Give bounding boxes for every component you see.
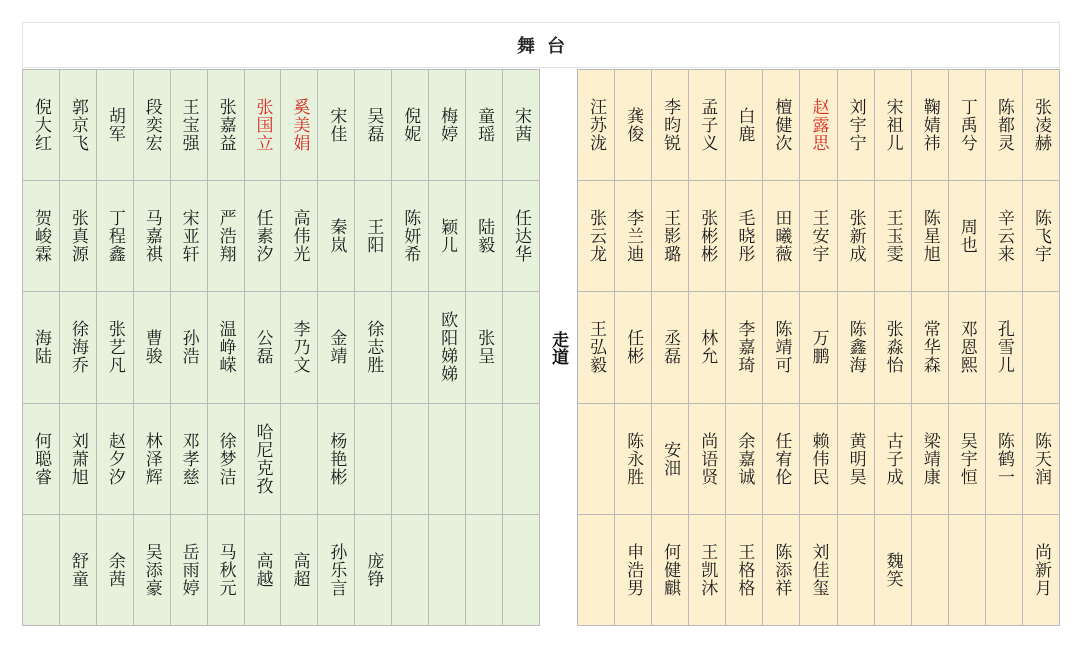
seat-cell — [578, 181, 615, 292]
seat-cell — [800, 404, 837, 515]
seat-name: 王弘毅 — [586, 320, 607, 375]
seat-cell — [208, 292, 245, 403]
seat-cell — [281, 70, 318, 181]
seat-cell — [875, 292, 912, 403]
seat-cell — [392, 515, 429, 626]
seat-cell — [689, 515, 726, 626]
seat-cell — [838, 404, 875, 515]
seat-cell — [615, 404, 652, 515]
seat-cell — [97, 515, 134, 626]
seat-cell — [60, 70, 97, 181]
seat-cell — [208, 181, 245, 292]
aisle — [540, 69, 577, 626]
seat-cell — [171, 404, 208, 515]
seat-cell — [912, 70, 949, 181]
seat-cell — [97, 181, 134, 292]
seat-name: 高越 — [252, 551, 273, 588]
seat-name: 檀健次 — [771, 98, 792, 153]
seat-cell — [23, 404, 60, 515]
seat-name: 邓孝慈 — [178, 431, 199, 486]
seat-cell — [171, 181, 208, 292]
seat-cell — [986, 181, 1023, 292]
seat-cell — [318, 404, 355, 515]
seat-name: 吴宇恒 — [956, 431, 977, 486]
seat-name: 倪妮 — [400, 107, 421, 144]
seat-cell — [949, 404, 986, 515]
seat-name: 陆毅 — [474, 218, 495, 255]
seat-name: 尚语贤 — [697, 431, 718, 486]
seat-name: 陈星旭 — [919, 209, 940, 264]
seat-name: 杨艳彬 — [326, 431, 347, 486]
seat-name: 马嘉祺 — [141, 209, 162, 264]
seat-name: 黄明昊 — [845, 431, 866, 486]
seat-cell — [503, 404, 540, 515]
seat-cell — [392, 404, 429, 515]
seat-name: 陈添祥 — [771, 542, 792, 597]
seat-name: 周也 — [956, 218, 977, 255]
seat-name: 段奕宏 — [141, 98, 162, 153]
seat-name: 张呈 — [474, 329, 495, 366]
seat-cell — [875, 70, 912, 181]
seat-cell — [466, 181, 503, 292]
seat-cell — [875, 515, 912, 626]
seat-cell — [392, 292, 429, 403]
seat-name: 金靖 — [326, 329, 347, 366]
seat-name: 丁禹兮 — [956, 98, 977, 153]
seat-cell — [208, 70, 245, 181]
seat-name: 张嘉益 — [215, 98, 236, 153]
seat-cell — [578, 70, 615, 181]
seat-cell — [60, 181, 97, 292]
seat-cell — [800, 515, 837, 626]
seat-name: 欧阳娣娣 — [437, 311, 458, 384]
seat-name: 张淼怡 — [882, 320, 903, 375]
seat-name: 郭京飞 — [67, 98, 88, 153]
stage-header — [22, 22, 1060, 68]
seat-cell — [392, 181, 429, 292]
seat-cell — [503, 515, 540, 626]
seat-name: 常华森 — [919, 320, 940, 375]
seat-cell — [503, 292, 540, 403]
seat-cell — [208, 515, 245, 626]
seat-cell — [949, 292, 986, 403]
seat-cell — [281, 515, 318, 626]
seat-cell — [60, 404, 97, 515]
seat-cell — [912, 181, 949, 292]
seat-cell — [1023, 404, 1060, 515]
seat-cell — [652, 70, 689, 181]
seat-name: 古子成 — [882, 431, 903, 486]
seat-name: 刘萧旭 — [67, 431, 88, 486]
seat-name: 舒童 — [67, 551, 88, 588]
seat-name: 申浩男 — [623, 542, 644, 597]
seat-cell — [134, 70, 171, 181]
left-seating-section — [22, 69, 540, 626]
seat-cell — [429, 515, 466, 626]
seat-cell — [97, 292, 134, 403]
seat-name: 奚美娟 — [289, 98, 310, 153]
seat-cell — [245, 404, 282, 515]
seat-name: 张云龙 — [586, 209, 607, 264]
seat-name: 倪大红 — [30, 98, 51, 153]
seat-name: 张彬彬 — [697, 209, 718, 264]
seat-cell — [355, 404, 392, 515]
seat-cell — [949, 70, 986, 181]
seat-name: 王玉雯 — [882, 209, 903, 264]
seat-cell — [23, 181, 60, 292]
seat-cell — [466, 70, 503, 181]
seat-name: 陈鑫海 — [845, 320, 866, 375]
seat-name: 白鹿 — [734, 107, 755, 144]
right-seating-section — [577, 69, 1060, 626]
seat-cell — [726, 404, 763, 515]
seat-name: 岳雨婷 — [178, 542, 199, 597]
seat-name: 李兰迪 — [623, 209, 644, 264]
seat-cell — [1023, 181, 1060, 292]
seat-cell — [503, 181, 540, 292]
seat-cell — [986, 70, 1023, 181]
seat-cell — [318, 181, 355, 292]
seat-name: 高超 — [289, 551, 310, 588]
seat-cell — [281, 292, 318, 403]
seat-name: 王凯沐 — [697, 542, 718, 597]
seat-name: 邓恩熙 — [956, 320, 977, 375]
seat-cell — [763, 292, 800, 403]
seat-name: 贺峻霖 — [30, 209, 51, 264]
seat-name: 徐志胜 — [363, 320, 384, 375]
seat-name: 尚新月 — [1030, 542, 1051, 597]
seat-cell — [318, 70, 355, 181]
seat-cell — [652, 181, 689, 292]
seat-cell — [355, 70, 392, 181]
seat-cell — [652, 292, 689, 403]
seat-cell — [171, 70, 208, 181]
seat-cell — [912, 404, 949, 515]
seat-cell — [763, 515, 800, 626]
seat-cell — [355, 515, 392, 626]
seat-cell — [208, 404, 245, 515]
seat-cell — [23, 70, 60, 181]
seat-cell — [60, 292, 97, 403]
seat-cell — [763, 70, 800, 181]
seat-name: 林泽辉 — [141, 431, 162, 486]
seat-name: 陈靖可 — [771, 320, 792, 375]
seat-cell — [949, 181, 986, 292]
seat-name: 任素汐 — [252, 209, 273, 264]
seat-name: 任达华 — [511, 209, 532, 264]
seat-name: 哈尼克孜 — [252, 422, 273, 495]
seat-name: 辛云来 — [993, 209, 1014, 264]
seat-cell — [986, 292, 1023, 403]
seat-name: 孔雪儿 — [993, 320, 1014, 375]
seat-cell — [134, 404, 171, 515]
seat-cell — [652, 515, 689, 626]
seat-name: 童瑶 — [474, 107, 495, 144]
seat-cell — [503, 70, 540, 181]
seat-name: 陈妍希 — [400, 209, 421, 264]
seat-name: 王阳 — [363, 218, 384, 255]
seat-cell — [97, 70, 134, 181]
seat-name: 宋茜 — [511, 107, 532, 144]
seat-name: 王格格 — [734, 542, 755, 597]
seat-name: 丁程鑫 — [104, 209, 125, 264]
seat-cell — [134, 181, 171, 292]
seat-name: 赖伟民 — [808, 431, 829, 486]
seat-cell — [986, 515, 1023, 626]
seat-name: 张凌赫 — [1030, 98, 1051, 153]
seat-cell — [615, 515, 652, 626]
seat-name: 赵露思 — [808, 98, 829, 153]
seat-name: 吴添豪 — [141, 542, 162, 597]
seat-name: 陈永胜 — [623, 431, 644, 486]
seat-name: 徐海乔 — [67, 320, 88, 375]
seat-cell — [800, 181, 837, 292]
seat-cell — [615, 181, 652, 292]
seat-cell — [763, 181, 800, 292]
seat-name: 徐梦洁 — [215, 431, 236, 486]
seat-name: 陈飞宇 — [1030, 209, 1051, 264]
seat-name: 孙浩 — [178, 329, 199, 366]
seat-name: 颖儿 — [437, 218, 458, 255]
seat-name: 海陆 — [30, 329, 51, 366]
seat-cell — [578, 292, 615, 403]
seat-cell — [281, 404, 318, 515]
seat-name: 高伟光 — [289, 209, 310, 264]
seat-cell — [1023, 515, 1060, 626]
seat-cell — [392, 70, 429, 181]
seat-name: 何健麒 — [660, 542, 681, 597]
seat-cell — [726, 292, 763, 403]
seat-name: 陈鹤一 — [993, 431, 1014, 486]
seat-name: 魏笑 — [882, 551, 903, 588]
seat-cell — [23, 515, 60, 626]
seat-name: 李昀锐 — [660, 98, 681, 153]
seat-name: 宋亚轩 — [178, 209, 199, 264]
seat-cell — [689, 70, 726, 181]
seat-name: 张真源 — [67, 209, 88, 264]
seat-cell — [245, 181, 282, 292]
seat-name: 张国立 — [252, 98, 273, 153]
seat-cell — [1023, 70, 1060, 181]
seat-cell — [429, 404, 466, 515]
seat-cell — [1023, 292, 1060, 403]
seat-name: 鞠婧祎 — [919, 98, 940, 153]
seat-cell — [912, 292, 949, 403]
stage-label: 舞台 — [517, 36, 577, 57]
seat-cell — [838, 515, 875, 626]
seat-name: 李嘉琦 — [734, 320, 755, 375]
seat-cell — [466, 404, 503, 515]
seat-name: 何聪睿 — [30, 431, 51, 486]
seat-cell — [60, 515, 97, 626]
seat-name: 宋祖儿 — [882, 98, 903, 153]
seat-cell — [689, 181, 726, 292]
seat-cell — [689, 404, 726, 515]
seat-cell — [429, 292, 466, 403]
seat-name: 公磊 — [252, 329, 273, 366]
seat-name: 陈天润 — [1030, 431, 1051, 486]
seat-name: 孟子义 — [697, 98, 718, 153]
seat-name: 温峥嵘 — [215, 320, 236, 375]
seat-name: 王宝强 — [178, 98, 199, 153]
seat-cell — [763, 404, 800, 515]
seat-name: 张新成 — [845, 209, 866, 264]
seat-cell — [726, 515, 763, 626]
seat-name: 曹骏 — [141, 329, 162, 366]
seat-name: 林允 — [697, 329, 718, 366]
seat-cell — [318, 292, 355, 403]
seat-name: 王影璐 — [660, 209, 681, 264]
seat-name: 庞铮 — [363, 551, 384, 588]
seat-name: 龚俊 — [623, 107, 644, 144]
seat-name: 田曦薇 — [771, 209, 792, 264]
seat-name: 任彬 — [623, 329, 644, 366]
seat-cell — [800, 292, 837, 403]
seat-name: 宋佳 — [326, 107, 347, 144]
seat-name: 丞磊 — [660, 329, 681, 366]
seat-cell — [245, 292, 282, 403]
seat-cell — [97, 404, 134, 515]
seat-name: 胡军 — [104, 107, 125, 144]
seat-name: 毛晓彤 — [734, 209, 755, 264]
seat-cell — [838, 70, 875, 181]
seat-name: 刘宇宁 — [845, 98, 866, 153]
seat-cell — [875, 181, 912, 292]
seat-cell — [355, 292, 392, 403]
seat-cell — [429, 181, 466, 292]
seat-cell — [912, 515, 949, 626]
seat-cell — [355, 181, 392, 292]
seat-cell — [134, 292, 171, 403]
seat-cell — [245, 515, 282, 626]
seat-cell — [466, 292, 503, 403]
seat-cell — [875, 404, 912, 515]
seat-cell — [689, 292, 726, 403]
seat-cell — [800, 70, 837, 181]
seat-name: 李乃文 — [289, 320, 310, 375]
seat-name: 汪苏泷 — [586, 98, 607, 153]
seat-name: 孙乐言 — [326, 542, 347, 597]
seat-name: 张艺凡 — [104, 320, 125, 375]
seat-cell — [281, 181, 318, 292]
seat-name: 余茜 — [104, 551, 125, 588]
seat-cell — [986, 404, 1023, 515]
seat-name: 余嘉诚 — [734, 431, 755, 486]
seat-cell — [949, 515, 986, 626]
seat-cell — [23, 292, 60, 403]
seat-name: 吴磊 — [363, 107, 384, 144]
seat-cell — [578, 404, 615, 515]
seat-name: 任宥伦 — [771, 431, 792, 486]
seat-name: 马秋元 — [215, 542, 236, 597]
seat-name: 刘佳玺 — [808, 542, 829, 597]
seat-name: 秦岚 — [326, 218, 347, 255]
seat-name: 严浩翔 — [215, 209, 236, 264]
seat-cell — [615, 292, 652, 403]
aisle-label: 走道 — [548, 330, 568, 365]
seat-name: 安沺 — [660, 440, 681, 477]
seat-name: 陈都灵 — [993, 98, 1014, 153]
seat-cell — [134, 515, 171, 626]
seat-name: 赵夕汐 — [104, 431, 125, 486]
seat-cell — [615, 70, 652, 181]
seat-cell — [578, 515, 615, 626]
seat-cell — [466, 515, 503, 626]
seat-name: 王安宇 — [808, 209, 829, 264]
seat-name: 梁靖康 — [919, 431, 940, 486]
seat-name: 梅婷 — [437, 107, 458, 144]
seat-cell — [838, 292, 875, 403]
seat-cell — [726, 181, 763, 292]
seat-cell — [171, 515, 208, 626]
seat-name: 万鹏 — [808, 329, 829, 366]
seat-cell — [429, 70, 466, 181]
seat-cell — [318, 515, 355, 626]
seat-cell — [726, 70, 763, 181]
seat-cell — [838, 181, 875, 292]
seat-cell — [652, 404, 689, 515]
seat-cell — [245, 70, 282, 181]
seat-cell — [171, 292, 208, 403]
